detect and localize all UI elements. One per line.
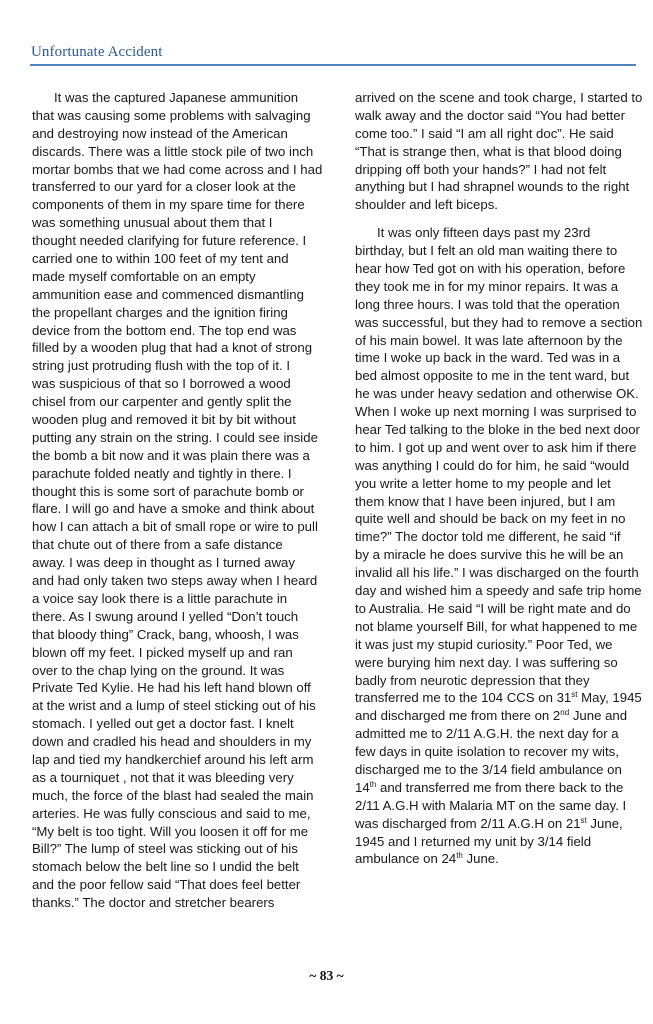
text-line: he was under heavy sedation and otherwise OK. xyxy=(355,386,639,402)
text-fragment: 14 xyxy=(355,779,370,795)
page-number: ~ 83 ~ xyxy=(309,968,344,983)
text-line: components of them in my spare time for there xyxy=(32,197,305,213)
text-line: not blame yourself Bill, for what happened to me xyxy=(355,618,638,634)
text-line xyxy=(355,850,640,868)
paragraph-lines xyxy=(355,224,643,689)
text-line: anything but I had shrapnel wounds to the right xyxy=(355,179,630,195)
text-line: device from the bottom end. The top end was xyxy=(32,322,297,338)
superscript: st xyxy=(580,815,587,825)
right-column xyxy=(355,89,643,868)
text-fragment: June and xyxy=(569,708,628,724)
text-line: the bomb a bit now and it was plain there was a xyxy=(32,447,310,463)
text-line: how I can attach a bit of small rope or wire to pull xyxy=(32,519,318,535)
paragraph-lines xyxy=(355,725,640,779)
text-fragment: and discharged me from there on 2 xyxy=(355,708,561,724)
text-line: putting any strain on the string. I could see inside xyxy=(32,429,318,445)
text-line: It was only fifteen days past my 23rd xyxy=(377,225,591,241)
header-rule xyxy=(30,64,636,66)
text-line: flare. I will go and have a smoke and think about xyxy=(32,501,315,517)
text-line: admitted me to 2/11 A.G.H. the next day for a xyxy=(355,726,619,742)
text-line xyxy=(355,779,640,797)
text-line: it was just my stupid curiosity.” Poor Ted, we xyxy=(355,636,613,652)
text-line: and had only taken two steps away when I heard xyxy=(32,573,318,589)
text-line: parachute folded neatly and tightly in there. I xyxy=(32,465,292,481)
text-line: to Australia. He said “I will be right mate and do xyxy=(355,600,631,616)
text-fragment: June, xyxy=(586,815,623,831)
text-line: thought needed clarifying for future reference. I xyxy=(32,233,307,249)
text-line: down and cradled his head and shoulders in my xyxy=(32,734,312,750)
text-line: a voice say look there is a little parachute in xyxy=(32,590,288,606)
text-line: that chute out of there from a safe distance xyxy=(32,537,283,553)
text-line: day and wished him a speedy and safe trip home xyxy=(355,583,642,599)
text-fragment: May, 1945 xyxy=(577,690,642,706)
text-line: the propellant charges and the ignition firing xyxy=(32,304,288,320)
text-line: was anything I could do for him, he said “would xyxy=(355,457,630,473)
text-line: hear Ted talking to the bloke in the bed next door xyxy=(355,422,640,438)
text-line: that bloody thing” Crack, bang, whoosh, I was xyxy=(32,626,299,642)
text-line: of his main bowel. It was late afternoon by the xyxy=(355,332,623,348)
text-line: string just protruding flush with the top of it. I xyxy=(32,358,291,374)
text-fragment: and transferred me from there back to the xyxy=(376,779,624,795)
text-line: It was the captured Japanese ammunition xyxy=(54,90,299,105)
text-line: discharged me to the 3/14 field ambulance on xyxy=(355,761,622,777)
text-line: made myself comfortable on an empty xyxy=(32,268,256,284)
text-line: much, the force of the blast had sealed the main xyxy=(32,787,314,803)
text-line: and the poor fellow said “That does feel better xyxy=(32,877,301,893)
text-line: stomach. I yelled out get a doctor fast. I knelt xyxy=(32,716,294,732)
text-line: time I woke up back in the ward. Ted was in a xyxy=(355,350,621,366)
text-line: was something unusual about them that I xyxy=(32,215,273,231)
text-line: as a tourniquet , not that it was bleeding very xyxy=(32,769,294,785)
text-line: ammunition ease and commenced dismantling xyxy=(32,286,304,302)
text-line: 2/11 A.G.H with Malaria MT on the same day. I xyxy=(355,797,627,813)
text-line: there. As I swung around I yelled “Don’t touch xyxy=(32,608,299,624)
text-line: badly from neurotic depression that they xyxy=(355,672,590,688)
text-line: When I woke up next morning I was surprised to xyxy=(355,404,637,420)
superscript: nd xyxy=(560,708,570,718)
text-line: lap and tied my handkerchief around his left arm xyxy=(32,751,314,767)
paragraph xyxy=(355,224,643,868)
text-line: come too.” I said “I am all right doc”. He said xyxy=(355,125,614,141)
text-line: they took me in for my minor repairs. It was a xyxy=(355,278,619,294)
text-line: wooden plug and removed it bit by bit without xyxy=(32,412,296,428)
text-line: them know that I have been injured, but I am xyxy=(355,493,616,509)
text-line: shoulder and left biceps. xyxy=(355,197,498,213)
text-line: was suspicious of that so I borrowed a wood xyxy=(32,376,291,392)
text-line: by a miracle he does survive this he will be an xyxy=(355,547,624,563)
text-line: over to the chap lying on the ground. It was xyxy=(32,662,285,678)
text-line: thanks.” The doctor and stretcher bearers xyxy=(32,895,275,911)
text-line: dripping off both your hands?” I had not felt xyxy=(355,161,607,177)
text-line: “That is strange then, what is that blood doing xyxy=(355,143,622,159)
text-line xyxy=(355,707,640,725)
text-line: long three hours. I was told that the operation xyxy=(355,296,620,312)
text-line: arteries. He was fully conscious and said to me, xyxy=(32,805,311,821)
text-line: chisel from our carpenter and gently split the xyxy=(32,394,292,410)
text-line: blown off my feet. I picked myself up and ran xyxy=(32,644,293,660)
text-line: thought this is some sort of parachute bomb or xyxy=(32,483,304,499)
text-line: that was causing some problems with salvaging xyxy=(32,107,311,123)
text-line: time?” The doctor told me different, he said “if xyxy=(355,529,621,545)
paragraph xyxy=(32,89,323,912)
text-line: invalid all his life.” I was discharged on the fourth xyxy=(355,565,639,581)
text-line: were burying him next day. I was suffering so xyxy=(355,654,618,670)
text-line: discards. There was a little stock pile of two inch xyxy=(32,143,314,159)
superscript: st xyxy=(571,690,578,700)
text-line: away. I was deep in thought as I turned away xyxy=(32,555,295,571)
superscript: th xyxy=(369,779,377,789)
superscript: th xyxy=(456,851,463,861)
text-fragment: was discharged from 2/11 A.G.H on 21 xyxy=(355,815,581,831)
text-line xyxy=(355,689,640,707)
text-line: few days in quite isolation to recover my wits, xyxy=(355,744,619,760)
text-line: filled by a wooden plug that had a knot of strong xyxy=(32,340,313,356)
text-line: you write a letter home to my people and let xyxy=(355,475,611,491)
paragraph xyxy=(355,89,643,214)
text-line: mortar bombs that we had come across and I had xyxy=(32,161,323,177)
text-fragment: transferred me to the 104 CCS on 31 xyxy=(355,690,572,706)
text-line: birthday, but I felt an old man waiting there to xyxy=(355,243,618,259)
text-line: walk away and the doctor said “You had better xyxy=(355,107,626,123)
text-line: Private Ted Kylie. He had his left hand blown off xyxy=(32,680,311,696)
text-line: was successful, but they had to remove a section xyxy=(355,314,643,330)
text-line: at the wrist and a lump of steel sticking out of his xyxy=(32,698,316,714)
text-fragment: June. xyxy=(462,851,499,867)
text-line: stomach below the belt line so I undid the belt xyxy=(32,859,299,875)
text-line: arrived on the scene and took charge, I started to xyxy=(355,90,643,105)
chapter-title: Unfortunate Accident xyxy=(31,44,163,60)
text-line xyxy=(355,815,640,833)
text-line: and destroying now instead of the American xyxy=(32,125,288,141)
text-line: 1945 and I returned my unit by 3/14 field xyxy=(355,833,592,849)
text-line: hear how Ted got on with his operation, before xyxy=(355,261,626,277)
text-line: to him. I got up and went over to ask him if there xyxy=(355,439,637,455)
text-line: “My belt is too tight. Will you loosen it off for me xyxy=(32,823,309,839)
text-line: quite well and should be back on my feet in no xyxy=(355,511,626,527)
text-fragment: ambulance on 24 xyxy=(355,851,457,867)
left-column xyxy=(32,89,323,912)
text-line: bed almost opposite to me in the tent ward, but xyxy=(355,368,630,384)
text-line: transferred to our yard for a closer look at the xyxy=(32,179,296,195)
text-line: carried one to within 100 feet of my tent and xyxy=(32,251,289,267)
text-line: Bill?” The lump of steel was sticking out of his xyxy=(32,841,298,857)
